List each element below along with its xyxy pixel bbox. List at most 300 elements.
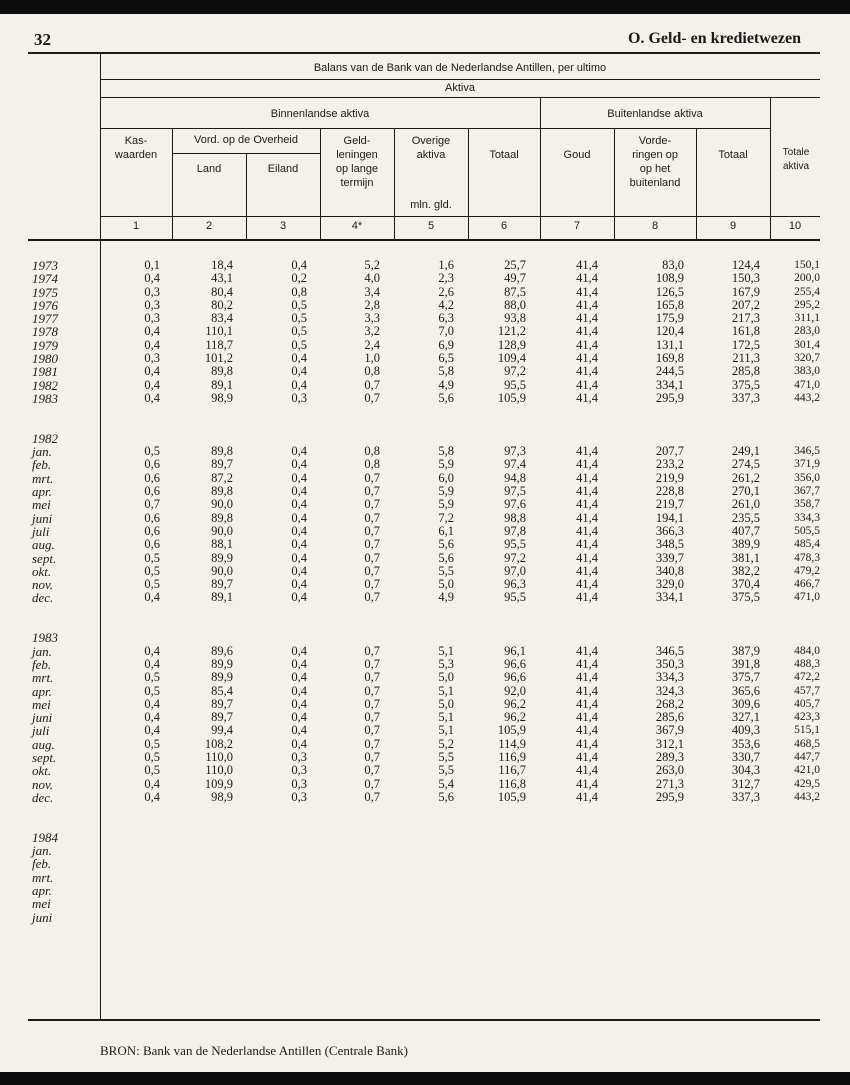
table-cell: 126,5 [655, 284, 684, 299]
table-cell [458, 618, 526, 631]
table-cell [752, 618, 820, 631]
buitenlandse-aktiva-heading: Buitenlandse aktiva [607, 108, 703, 120]
table-cell: 0,5 [144, 444, 160, 459]
row-label [32, 419, 94, 432]
table-cell: 88,0 [504, 297, 526, 312]
row-label: feb. [32, 656, 52, 672]
table-cell [616, 631, 684, 644]
table-cell: 41,4 [576, 710, 598, 725]
table-cell: 5,0 [438, 670, 454, 685]
row-label: 1982 [32, 377, 58, 393]
table-cell [616, 618, 684, 631]
table-cell: 4,2 [438, 297, 454, 312]
row-label: mei [32, 497, 51, 513]
table-cell: 0,6 [144, 537, 160, 552]
row-label: juli [32, 523, 50, 539]
table-cell: 0,7 [364, 537, 380, 552]
table-cell: 90,0 [211, 523, 233, 538]
table-cell: 96,2 [504, 696, 526, 711]
table-cell: 375,5 [731, 590, 760, 605]
table-cell: 1,0 [364, 351, 380, 366]
totale-aktiva-heading: Totale aktiva [782, 147, 810, 172]
table-cell: 0,4 [291, 497, 307, 512]
table-cell: 285,8 [731, 364, 760, 379]
table-cell: 97,5 [504, 484, 526, 499]
table-cell: 409,3 [731, 723, 760, 738]
table-cell: 161,8 [731, 324, 760, 339]
chapter-title: O. Geld- en kredietwezen [628, 30, 802, 47]
row-label [32, 804, 94, 817]
table-cell: 0,5 [291, 311, 307, 326]
vorderingen-buitenland-heading: Vorde- ringen op op het buitenland [629, 135, 681, 189]
row-label: jan. [32, 643, 52, 659]
table-cell: 4,9 [438, 377, 454, 392]
table-cell: 443,2 [794, 391, 820, 404]
table-cell: 0,7 [364, 776, 380, 791]
table-cell: 90,0 [211, 497, 233, 512]
table-cell [386, 405, 454, 418]
table-cell: 124,4 [731, 258, 760, 272]
table-cell [239, 432, 307, 445]
table-cell: 41,4 [576, 537, 598, 552]
table-cell: 339,7 [655, 550, 684, 565]
row-label: apr. [32, 882, 52, 898]
table-cell: 0,4 [291, 643, 307, 658]
table-cell: 429,5 [794, 777, 820, 790]
row-label: mei [32, 696, 51, 712]
group-rule [100, 128, 770, 129]
col-divider-9 [770, 97, 771, 240]
table-cell: 207,2 [731, 297, 760, 312]
table-cell: 5,1 [438, 710, 454, 725]
table-cell: 94,8 [504, 470, 526, 485]
table-cell: 0,5 [144, 736, 160, 751]
top-scan-border [0, 0, 850, 14]
row-label: 1977 [32, 311, 58, 327]
table-cell: 447,7 [794, 750, 820, 763]
table-cell: 0,8 [364, 444, 380, 459]
table-cell: 457,7 [794, 684, 820, 697]
overige-aktiva-heading: Overige aktiva [411, 135, 451, 161]
table-cell [386, 631, 454, 644]
row-label: mei [32, 896, 51, 912]
table-cell: 0,7 [364, 656, 380, 671]
table-cell: 41,4 [576, 789, 598, 804]
table-cell: 2,4 [364, 337, 380, 352]
table-cell: 105,9 [497, 390, 526, 405]
table-cell: 80,4 [211, 284, 233, 299]
table-cell: 0,1 [144, 258, 160, 272]
table-cell: 0,4 [291, 723, 307, 738]
table-cell [692, 618, 760, 631]
bottom-scan-border [0, 1072, 850, 1085]
table-cell: 97,6 [504, 497, 526, 512]
table-cell [530, 419, 598, 432]
table-cell: 407,7 [731, 523, 760, 538]
table-cell: 0,4 [291, 537, 307, 552]
table-cell: 471,0 [794, 591, 820, 604]
table-bottom-rule [28, 1019, 820, 1021]
table-cell: 89,7 [211, 696, 233, 711]
table-cell: 423,3 [794, 711, 820, 724]
table-cell: 169,8 [655, 351, 684, 366]
table-cell: 41,4 [576, 510, 598, 525]
row-label: jan. [32, 444, 52, 460]
table-cell: 97,4 [504, 457, 526, 472]
totaal-binnenlands-heading: Totaal [489, 149, 519, 161]
table-cell: 41,4 [576, 656, 598, 671]
table-cell: 0,8 [364, 364, 380, 379]
table-cell: 289,3 [655, 749, 684, 764]
data-column-2 [165, 259, 233, 804]
table-cell: 96,6 [504, 656, 526, 671]
row-label: 1978 [32, 324, 58, 340]
table-cell: 25,7 [504, 258, 526, 272]
table-cell: 116,9 [498, 749, 526, 764]
table-cell: 5,9 [438, 497, 454, 512]
table-cell [165, 405, 233, 418]
table-cell: 0,5 [144, 550, 160, 565]
row-label [32, 405, 94, 418]
table-cell: 334,3 [794, 511, 820, 524]
table-cell [752, 419, 820, 432]
table-cell: 0,7 [364, 590, 380, 605]
table-cell: 0,6 [144, 484, 160, 499]
table-cell: 150,1 [794, 259, 820, 271]
table-cell: 83,0 [662, 258, 684, 272]
row-label [32, 605, 94, 618]
table-cell: 312,1 [655, 736, 684, 751]
table-cell: 89,8 [211, 444, 233, 459]
table-cell: 0,4 [291, 444, 307, 459]
table-cell [752, 605, 820, 618]
table-cell: 0,7 [364, 763, 380, 778]
table-cell: 0,5 [144, 563, 160, 578]
table-cell: 6,9 [438, 337, 454, 352]
table-cell: 3,2 [364, 324, 380, 339]
table-cell [92, 432, 160, 445]
table-cell [530, 618, 598, 631]
table-cell: 108,9 [655, 271, 684, 286]
table-cell [458, 419, 526, 432]
colnum-4: 4* [351, 220, 363, 232]
table-cell: 375,5 [731, 377, 760, 392]
table-cell: 105,9 [497, 723, 526, 738]
table-cell: 389,9 [731, 537, 760, 552]
table-cell: 97,2 [504, 364, 526, 379]
table-cell: 0,4 [144, 271, 160, 286]
table-cell: 0,4 [291, 523, 307, 538]
table-cell [239, 605, 307, 618]
table-cell: 41,4 [576, 337, 598, 352]
row-label: nov. [32, 776, 54, 792]
row-label: 1980 [32, 351, 58, 367]
row-label: feb. [32, 457, 52, 473]
table-cell: 0,4 [291, 377, 307, 392]
table-cell: 172,5 [731, 337, 760, 352]
aktiva-heading: Aktiva [445, 82, 475, 94]
table-cell: 340,8 [655, 563, 684, 578]
table-cell: 5,9 [438, 484, 454, 499]
table-cell [458, 631, 526, 644]
table-cell [239, 405, 307, 418]
row-label: mrt. [32, 470, 54, 486]
table-cell: 337,3 [731, 390, 760, 405]
table-cell: 301,4 [794, 338, 820, 351]
table-cell: 0,7 [364, 643, 380, 658]
table-cell: 87,2 [211, 470, 233, 485]
table-cell: 0,5 [144, 749, 160, 764]
table-cell: 0,7 [364, 497, 380, 512]
table-cell: 0,8 [364, 457, 380, 472]
table-cell: 5,6 [438, 537, 454, 552]
table-cell: 356,0 [794, 471, 820, 484]
table-cell: 0,7 [364, 736, 380, 751]
table-cell: 41,4 [576, 470, 598, 485]
table-cell: 89,7 [211, 710, 233, 725]
row-label: 1976 [32, 297, 58, 313]
table-cell: 41,4 [576, 497, 598, 512]
table-cell: 95,5 [504, 537, 526, 552]
table-cell: 99,4 [211, 723, 233, 738]
table-cell: 200,0 [794, 272, 820, 285]
table-cell: 0,3 [144, 311, 160, 326]
table-cell: 98,8 [504, 510, 526, 525]
table-cell: 233,2 [655, 457, 684, 472]
table-cell: 43,1 [211, 271, 233, 286]
table-cell [458, 405, 526, 418]
table-cell: 443,2 [794, 790, 820, 803]
colnum-6: 6 [500, 220, 508, 232]
table-cell: 0,7 [364, 563, 380, 578]
row-labels [32, 259, 94, 924]
colnum-10: 10 [788, 220, 802, 232]
table-cell: 97,0 [504, 563, 526, 578]
colnum-bottom-rule [28, 239, 820, 241]
table-title: Balans van de Bank van de Nederlandse Antillen, per ultimo [313, 62, 607, 74]
row-label: 1983 [32, 390, 58, 406]
table-cell: 118,7 [205, 337, 233, 352]
title-rule [100, 79, 820, 80]
table-cell: 88,1 [211, 537, 233, 552]
table-cell: 92,0 [504, 683, 526, 698]
table-cell: 334,1 [655, 590, 684, 605]
table-cell [92, 405, 160, 418]
table-cell: 0,7 [364, 710, 380, 725]
table-cell: 0,5 [291, 324, 307, 339]
table-cell: 0,4 [291, 351, 307, 366]
table-cell: 110,0 [205, 763, 233, 778]
table-cell: 41,4 [576, 351, 598, 366]
colnum-3: 3 [279, 220, 287, 232]
table-cell: 219,9 [655, 470, 684, 485]
table-cell: 89,6 [211, 643, 233, 658]
colnum-5: 5 [427, 220, 435, 232]
table-cell: 97,2 [504, 550, 526, 565]
table-cell: 41,4 [576, 643, 598, 658]
table-cell: 0,4 [291, 364, 307, 379]
table-cell: 0,5 [144, 670, 160, 685]
table-cell: 0,5 [144, 763, 160, 778]
row-label: mrt. [32, 670, 54, 686]
table-cell: 85,4 [211, 683, 233, 698]
table-cell: 371,9 [794, 458, 820, 471]
table-cell: 89,9 [211, 670, 233, 685]
table-cell: 0,4 [144, 643, 160, 658]
table-cell [165, 618, 233, 631]
table-cell: 109,9 [204, 776, 233, 791]
table-cell: 0,7 [364, 683, 380, 698]
table-cell: 0,7 [364, 390, 380, 405]
table-cell: 0,3 [291, 789, 307, 804]
table-cell: 348,5 [655, 537, 684, 552]
row-label: aug. [32, 736, 55, 752]
table-cell: 194,1 [655, 510, 684, 525]
table-cell: 0,2 [291, 271, 307, 286]
table-cell: 41,4 [576, 577, 598, 592]
table-cell: 387,9 [731, 643, 760, 658]
vord-overheid-heading: Vord. op de Overheid [194, 134, 298, 146]
table-cell: 295,2 [794, 298, 820, 311]
row-label: okt. [32, 563, 52, 579]
table-cell [692, 631, 760, 644]
table-cell: 0,4 [144, 776, 160, 791]
table-cell: 41,4 [576, 736, 598, 751]
table-cell: 80,2 [211, 297, 233, 312]
table-cell: 0,7 [364, 550, 380, 565]
table-cell: 0,5 [144, 683, 160, 698]
table-cell: 41,4 [576, 723, 598, 738]
table-cell: 41,4 [576, 457, 598, 472]
row-label: jan. [32, 843, 52, 859]
table-cell: 0,7 [364, 377, 380, 392]
table-cell: 89,9 [211, 550, 233, 565]
table-cell: 381,1 [731, 550, 760, 565]
goud-heading: Goud [563, 149, 591, 161]
colnum-2: 2 [205, 220, 213, 232]
table-cell: 0,7 [364, 484, 380, 499]
table-cell: 41,4 [576, 390, 598, 405]
table-cell: 0,3 [291, 390, 307, 405]
table-cell: 5,1 [438, 683, 454, 698]
table-cell: 5,5 [438, 763, 454, 778]
table-cell [312, 419, 380, 432]
table-cell: 41,4 [576, 258, 598, 272]
table-cell: 261,2 [731, 470, 760, 485]
table-cell: 383,0 [794, 365, 820, 378]
table-cell: 6,1 [438, 523, 454, 538]
table-cell: 358,7 [794, 498, 820, 511]
table-cell: 0,4 [291, 696, 307, 711]
row-label: 1979 [32, 337, 58, 353]
table-cell: 485,4 [794, 538, 820, 551]
table-cell: 0,7 [364, 470, 380, 485]
table-cell: 90,0 [211, 563, 233, 578]
table-cell: 41,4 [576, 749, 598, 764]
table-cell: 353,6 [731, 736, 760, 751]
table-cell: 0,4 [144, 337, 160, 352]
table-cell: 0,4 [291, 258, 307, 272]
table-cell [239, 618, 307, 631]
table-cell: 41,4 [576, 683, 598, 698]
table-cell: 3,4 [364, 284, 380, 299]
table-cell [530, 405, 598, 418]
table-cell [616, 605, 684, 618]
table-cell [458, 432, 526, 445]
table-cell: 479,2 [794, 564, 820, 577]
table-cell: 0,4 [144, 390, 160, 405]
table-cell: 320,7 [794, 352, 820, 365]
table-cell: 116,7 [498, 763, 526, 778]
colnum-8: 8 [651, 220, 659, 232]
table-cell [616, 419, 684, 432]
table-cell: 110,1 [205, 324, 233, 339]
table-cell: 0,3 [144, 351, 160, 366]
table-cell: 0,4 [291, 577, 307, 592]
table-cell: 89,1 [211, 590, 233, 605]
table-cell: 505,5 [794, 524, 820, 537]
table-cell: 165,8 [655, 297, 684, 312]
table-cell: 83,4 [211, 311, 233, 326]
table-cell: 41,4 [576, 523, 598, 538]
table-cell: 0,4 [144, 789, 160, 804]
table-cell: 0,5 [291, 337, 307, 352]
table-cell [530, 631, 598, 644]
table-cell: 0,7 [364, 510, 380, 525]
table-cell [165, 419, 233, 432]
table-cell: 217,3 [731, 311, 760, 326]
table-cell: 0,6 [144, 510, 160, 525]
table-cell: 98,9 [211, 390, 233, 405]
table-cell: 41,4 [576, 324, 598, 339]
table-cell: 346,5 [794, 445, 820, 458]
row-label: nov. [32, 577, 54, 593]
table-cell [752, 631, 820, 644]
row-label: 1981 [32, 364, 58, 380]
table-cell [752, 432, 820, 445]
land-heading: Land [196, 163, 222, 175]
table-cell: 346,5 [655, 643, 684, 658]
table-cell [165, 432, 233, 445]
table-cell: 219,7 [655, 497, 684, 512]
table-cell: 105,9 [497, 789, 526, 804]
table-cell: 249,1 [731, 444, 760, 459]
table-cell: 6,5 [438, 351, 454, 366]
table-cell: 421,0 [794, 764, 820, 777]
table-cell: 0,7 [364, 696, 380, 711]
table-cell: 96,2 [504, 710, 526, 725]
data-column-6 [458, 259, 526, 804]
table-cell: 3,3 [364, 311, 380, 326]
table-cell: 270,1 [731, 484, 760, 499]
table-cell: 471,0 [794, 378, 820, 391]
table-cell: 5,5 [438, 749, 454, 764]
table-cell: 150,3 [731, 271, 760, 286]
row-label: dec. [32, 789, 54, 805]
table-cell: 285,6 [655, 710, 684, 725]
row-label: 1974 [32, 271, 58, 287]
row-label: apr. [32, 484, 52, 500]
table-cell [239, 419, 307, 432]
table-cell: 96,1 [504, 643, 526, 658]
table-cell [165, 605, 233, 618]
colnum-9: 9 [729, 220, 737, 232]
table-cell: 311,1 [794, 312, 820, 325]
table-cell: 41,4 [576, 444, 598, 459]
table-cell: 41,4 [576, 364, 598, 379]
row-label: mrt. [32, 869, 54, 885]
table-cell: 0,4 [291, 656, 307, 671]
